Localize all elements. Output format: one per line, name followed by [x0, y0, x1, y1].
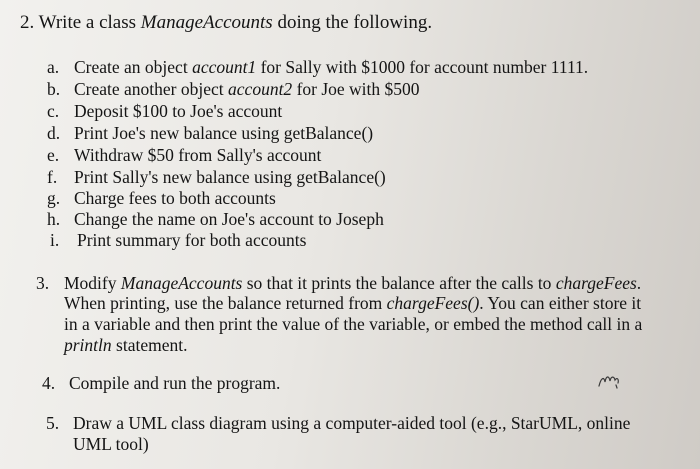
list-marker: b. — [47, 79, 61, 99]
list-marker: g. — [47, 188, 61, 208]
list-item-e: e. Withdraw $50 from Sally's account — [47, 145, 322, 165]
question-5-line-1: 5. Draw a UML class diagram using a computer-aided tool (e.g., StarUML, online — [46, 413, 631, 433]
question-text: doing the following. — [277, 12, 433, 33]
list-item-b: b. Create another object account2 for Joe with $500 — [47, 79, 420, 99]
question-3-line-3: in a variable and then print the value of the variable, or embed the method call in a — [64, 314, 643, 334]
list-marker: c. — [47, 101, 60, 121]
list-marker: e. — [47, 145, 60, 165]
question-number: 2. — [20, 12, 35, 33]
list-item-a: a. Create an object account1 for Sally with $1000 for account number 1111. — [47, 57, 589, 77]
question-number: 4. — [42, 373, 56, 393]
question-5-line-2: UML tool) — [73, 434, 149, 454]
question-4: 4. Compile and run the program. — [42, 373, 281, 393]
question-3-line-1: 3. Modify ManageAccounts so that it prints the balance after the calls to chargeFees. — [36, 273, 642, 293]
list-item-c: c. Deposit $100 to Joe's account — [47, 101, 283, 121]
list-marker: i. — [50, 230, 60, 250]
pen-scribble-icon — [597, 372, 621, 390]
list-item-h: h. Change the name on Joe's account to Joseph — [47, 209, 384, 229]
question-number: 3. — [36, 273, 50, 293]
list-item-f: f. Print Sally's new balance using getBalance() — [47, 167, 386, 187]
question-number: 5. — [46, 413, 60, 433]
list-item-d: d. Print Joe's new balance using getBalance() — [47, 123, 374, 143]
list-item-g: g. Charge fees to both accounts — [47, 188, 276, 208]
question-2-heading — [20, 12, 432, 33]
question-3-line-2: When printing, use the balance returned from chargeFees(). You can either store it — [64, 293, 642, 313]
question-text: Write a class — [38, 12, 137, 33]
class-name: ManageAccounts — [140, 12, 273, 33]
list-marker: d. — [47, 123, 61, 143]
list-marker: h. — [47, 209, 61, 229]
list-marker: a. — [47, 57, 60, 77]
list-item-i: i. Print summary for both accounts — [50, 230, 307, 250]
list-marker: f. — [47, 167, 58, 187]
question-3-line-4: println statement. — [64, 335, 188, 355]
